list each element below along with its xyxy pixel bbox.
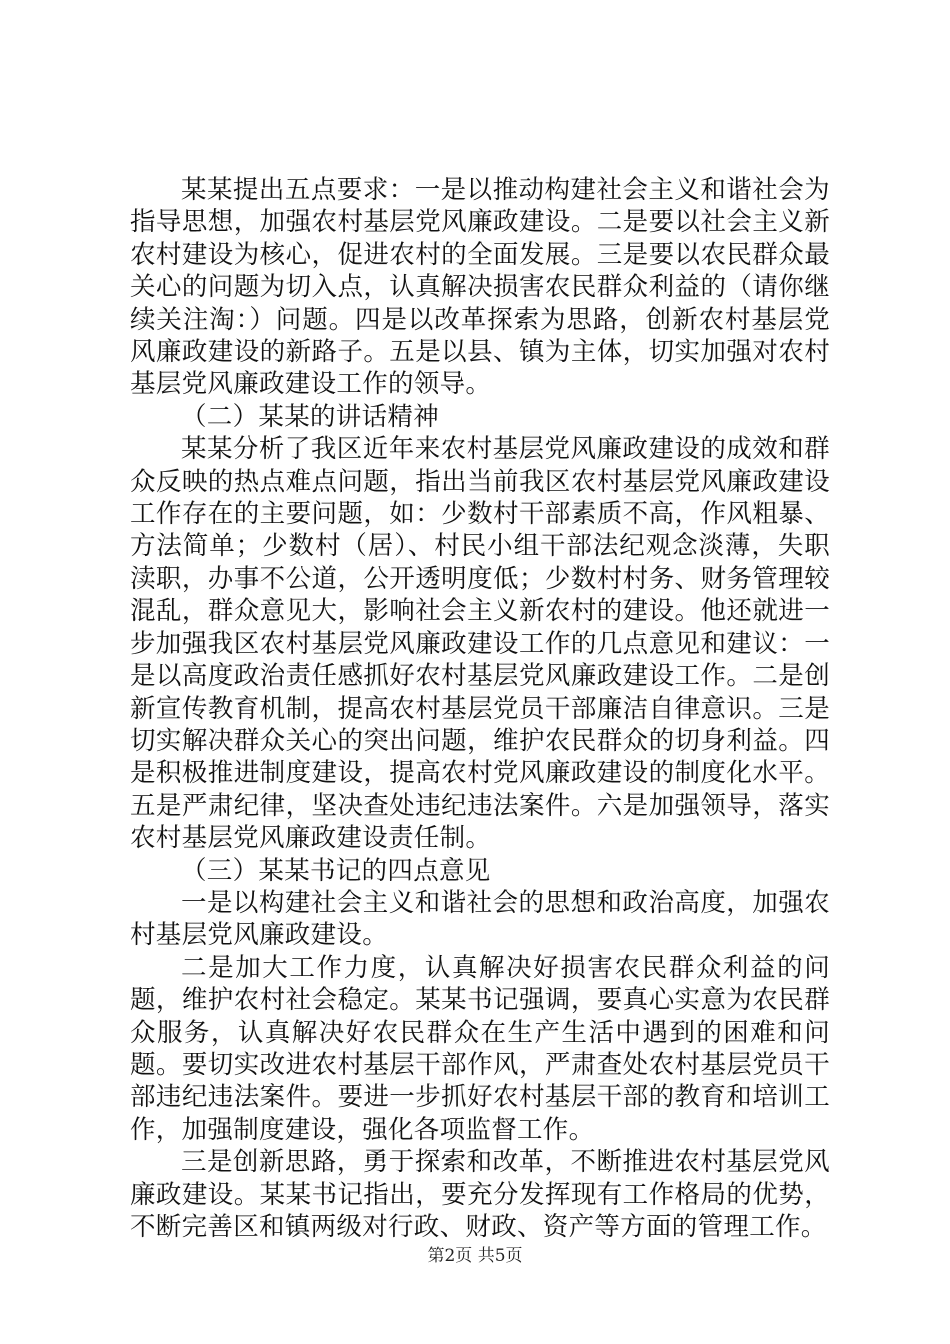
section-heading-speech-spirit: （二）某某的讲话精神 xyxy=(181,401,440,432)
document-body xyxy=(130,174,830,1243)
paragraph-opinion-one: 一是以构建社会主义和谐社会的思想和政治高度，加强农村基层党风廉政建设。 xyxy=(130,887,830,951)
paragraph-opinion-three: 三是创新思路，勇于探索和改革，不断推进农村基层党风廉政建设。某某书记指出，要充分发挥现有工作格局的优势，不断完善区和镇两级对行政、财政、资产等方面的管理工作。 xyxy=(130,1147,830,1242)
section-heading-four-opinions: （三）某某书记的四点意见 xyxy=(181,855,491,886)
paragraph-opinion-two: 二是加大工作力度，认真解决好损害农民群众利益的问题，维护农村社会稳定。某某书记强调，要真心实意为农民群众服务，认真解决好农民群众在生产生活中遇到的困难和问题。要切实改进农村基层干部作风，严肃查处农村基层党员干部违纪违法案件。要进一步抓好农村基层干部的教育和培训工作，加强制度建设，强化各项监督工作。 xyxy=(130,952,830,1145)
page-footer: 第2页 共5页 xyxy=(427,1246,523,1266)
paragraph-speech-analysis: 某某分析了我区近年来农村基层党风廉政建设的成效和群众反映的热点难点问题，指出当前我区农村基层党风廉政建设工作存在的主要问题，如：少数村干部素质不高，作风粗暴、方法简单；少数村（居）、村民小组干部法纪观念淡薄，失职渎职，办事不公道，公开透明度低；少数村村务、财务管理较混乱，群众意见大，影响社会主义新农村的建设。他还就进一步加强我区农村基层党风廉政建设工作的几点意见和建议：一是以高度政治责任感抓好农村基层党风廉政建设工作。二是创新宣传教育机制，提高农村基层党员干部廉洁自律意识。三是切实解决群众关心的突出问题，维护农民群众的切身利益。四是积极推进制度建设，提高农村党风廉政建设的制度化水平。五是严肃纪律，坚决查处违纪违法案件。六是加强领导，落实农村基层党风廉政建设责任制。 xyxy=(130,434,830,854)
paragraph-five-requirements: 某某提出五点要求：一是以推动构建社会主义和谐社会为指导思想，加强农村基层党风廉政建设。二是要以社会主义新农村建设为核心，促进农村的全面发展。三是要以农民群众最关心的问题为切入点，认真解决损害农民群众利益的（请你继续关注淘：）问题。四是以改革探索为思路，创新农村基层党风廉政建设的新路子。五是以县、镇为主体，切实加强对农村基层党风廉政建设工作的领导。 xyxy=(130,175,830,400)
